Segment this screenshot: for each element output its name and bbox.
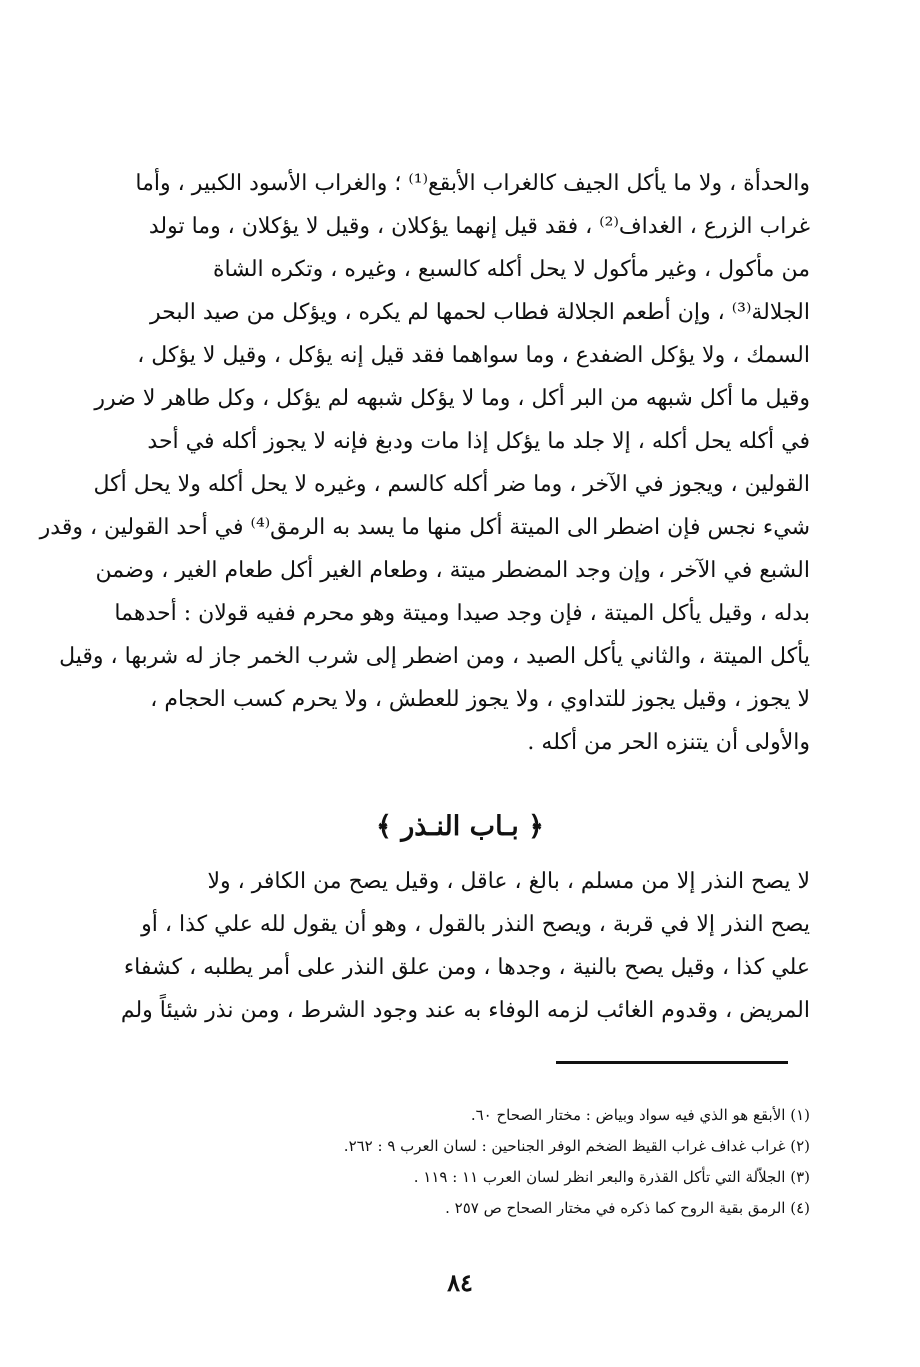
text-line: السمك ، ولا يؤكل الضفدع ، وما سواهما فقد قيل إنه يؤكل ، وقيل لا يؤكل ، [137,343,810,368]
footnote-3: (٣) الجلاّلة التي تأكل القذرة والبعر انظر لسان العرب ١١ : ١١٩ . [413,1168,810,1186]
text-line: الشبع في الآخر ، وإن وجد المضطر ميتة ، وطعام الغير أكل طعام الغير ، وضمن [95,558,810,583]
body-paragraph-1 [39,162,810,764]
text-line: من مأكول ، وغير مأكول لا يحل أكله كالسبع ، وغيره ، وتكره الشاة [213,257,810,282]
text-line: وقيل ما أكل شبهه من البر أكل ، وما لا يؤكل شبهه لم يؤكل ، وكل طاهر لا ضرر [94,386,810,411]
text-line: يأكل الميتة ، والثاني يأكل الصيد ، ومن اضطر إلى شرب الخمر جاز له شربها ، وقيل [59,644,810,669]
text-line: القولين ، ويجوز في الآخر ، وما ضر أكله كالسم ، وغيره لا يحل أكله ولا يحل أكل [93,472,810,497]
footnote-4: (٤) الرمق بقية الروح كما ذكره في مختار الصحاح ص ٢٥٧ . [445,1199,810,1217]
chapter-heading: ﴿ بـاب النـذر ﴾ [376,811,544,842]
text-line: والأولى أن يتنزه الحر من أكله . [527,730,810,755]
text-line: يصح النذر إلا في قربة ، ويصح النذر بالقول ، وهو أن يقول لله علي كذا ، أو [141,912,810,937]
footnotes [92,1100,810,1224]
footnote-divider [556,1061,788,1064]
text-line: شيء نجس فإن اضطر الى الميتة أكل منها ما يسد به الرمق⁽⁴⁾ في أحد القولين ، وقدر [39,515,810,540]
text-line: علي كذا ، وقيل يصح بالنية ، وجدها ، ومن علق النذر على أمر يطلبه ، كشفاء [123,955,810,980]
text-line: لا يصح النذر إلا من مسلم ، بالغ ، عاقل ، وقيل يصح من الكافر ، ولا [207,869,810,894]
footnote-1: (١) الأبقع هو الذي فيه سواد وبياض : مختار الصحاح ٦٠. [470,1106,810,1124]
page-number: ٨٤ [447,1268,473,1297]
footnote-2: (٢) غراب غداف غراب القيظ الضخم الوفر الجناحين : لسان العرب ٩ : ٢٦٢. [343,1137,810,1155]
text-line: في أكله يحل أكله ، إلا جلد ما يؤكل إذا مات ودبغ فإنه لا يجوز أكله في أحد [147,429,810,454]
text-line: غراب الزرع ، الغداف⁽²⁾ ، فقد قيل إنهما يؤكلان ، وقيل لا يؤكلان ، وما تولد [148,214,810,239]
body-paragraph-2 [92,860,810,1032]
text-line: والحدأة ، ولا ما يأكل الجيف كالغراب الأبقع⁽¹⁾ ؛ والغراب الأسود الكبير ، وأما [135,171,810,196]
text-line: لا يجوز ، وقيل يجوز للتداوي ، ولا يجوز للعطش ، ولا يحرم كسب الحجام ، [150,687,810,712]
text-line: المريض ، وقدوم الغائب لزمه الوفاء به عند وجود الشرط ، ومن نذر شيئاً ولم [120,998,810,1023]
text-line: الجلالة⁽³⁾ ، وإن أطعم الجلالة فطاب لحمها لم يكره ، ويؤكل من صيد البحر [150,300,810,325]
text-line: بدله ، وقيل يأكل الميتة ، فإن وجد صيدا وميتة وهو محرم ففيه قولان : أحدهما [114,601,810,626]
